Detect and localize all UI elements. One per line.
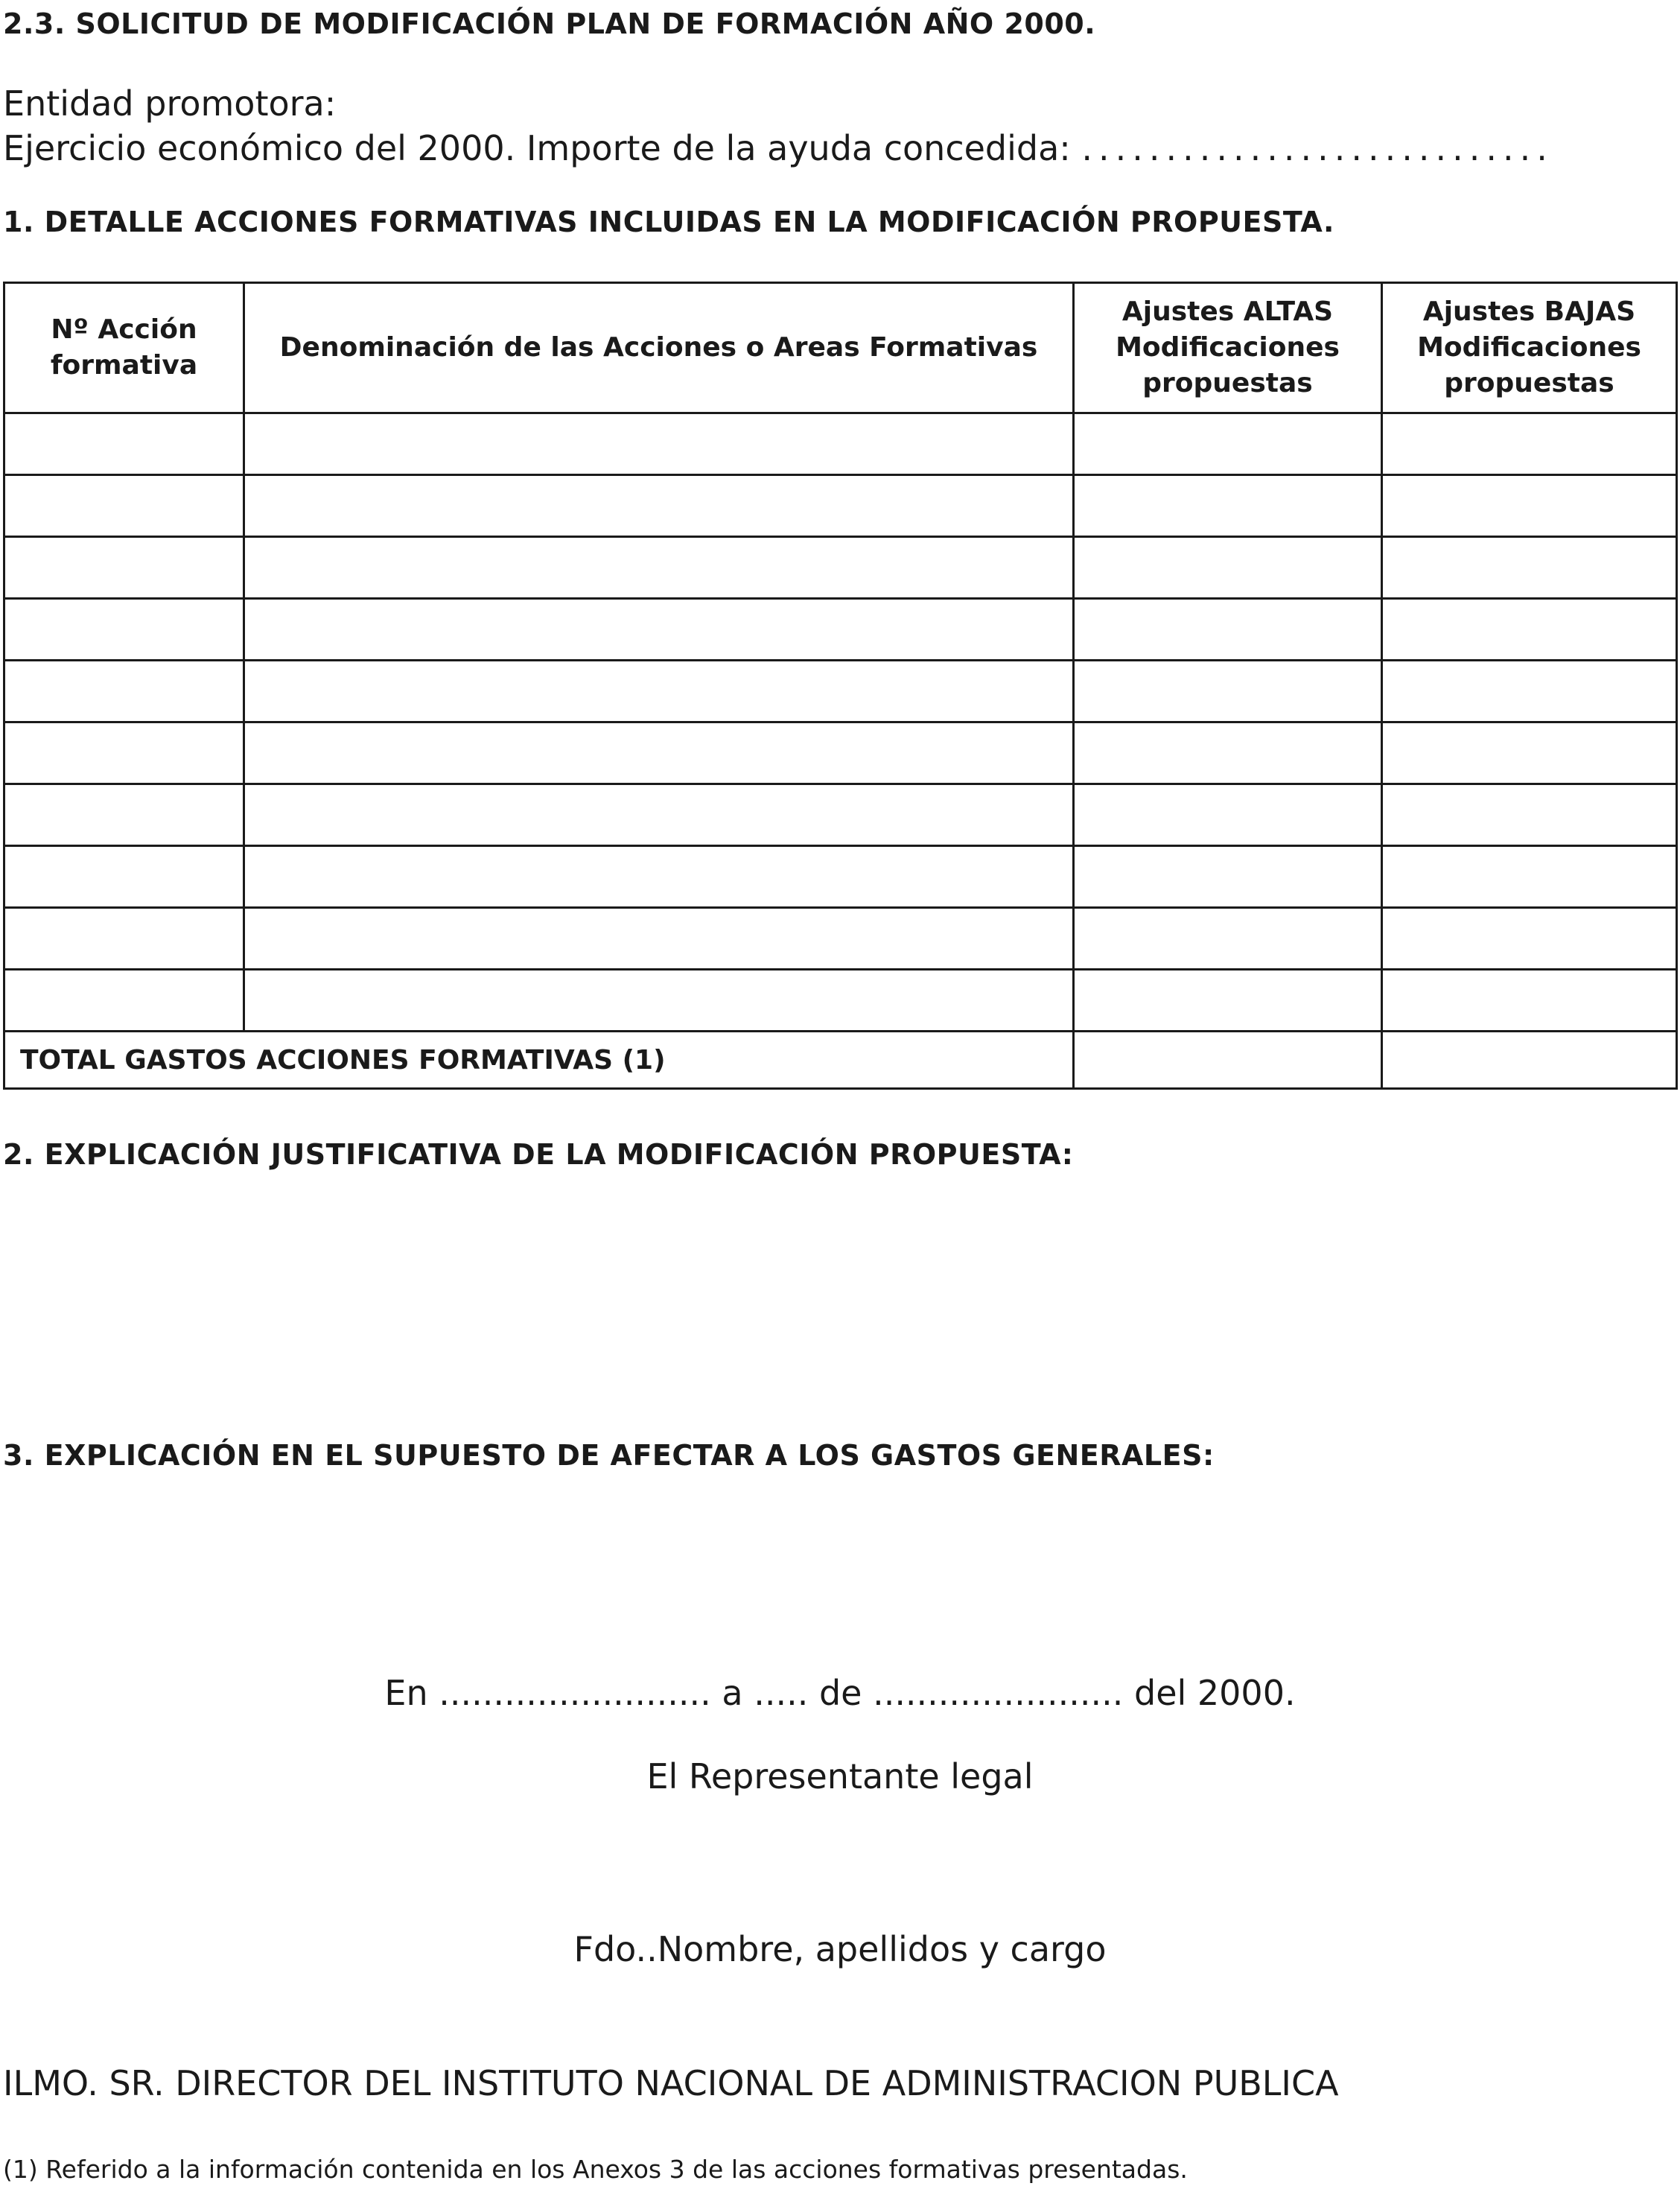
place-date-line: En ......................... a ..... de ....................... del 2000.: [384, 1673, 1296, 1713]
fiscal-line-leader: ............................: [1081, 128, 1553, 168]
table-cell[interactable]: [1074, 475, 1382, 537]
actions-table: [3, 282, 1678, 1090]
signer-role: El Representante legal: [646, 1756, 1034, 1797]
table-cell[interactable]: [244, 661, 1074, 722]
table-row: [4, 537, 1677, 599]
table-row: [4, 661, 1677, 722]
table-cell[interactable]: [1382, 537, 1677, 599]
col-header-line: formativa: [50, 350, 198, 381]
table-row: [4, 722, 1677, 784]
col-header-line: Ajustes BAJAS: [1422, 296, 1636, 327]
total-bajas-cell[interactable]: [1382, 1032, 1677, 1089]
col-header-line: Denominación de las Acciones o Areas Formativas: [279, 332, 1038, 363]
fiscal-line-label: Ejercicio económico del 2000. Importe de la ayuda concedida:: [3, 128, 1071, 168]
col-header-line: Modificaciones: [1417, 332, 1641, 363]
table-cell[interactable]: [1382, 846, 1677, 908]
col-header-line: Modificaciones: [1116, 332, 1340, 363]
table-cell[interactable]: [244, 413, 1074, 475]
col-header-line: Nº Acción: [51, 314, 197, 345]
table-cell[interactable]: [4, 413, 244, 475]
table-cell[interactable]: [1382, 599, 1677, 661]
table-cell[interactable]: [244, 475, 1074, 537]
table-row: [4, 908, 1677, 970]
table-cell[interactable]: [4, 846, 244, 908]
table-cell[interactable]: [4, 599, 244, 661]
table-cell[interactable]: [4, 537, 244, 599]
table-cell[interactable]: [244, 908, 1074, 970]
total-label: TOTAL GASTOS ACCIONES FORMATIVAS (1): [4, 1032, 1074, 1089]
col-header-line: propuestas: [1142, 368, 1313, 398]
table-cell[interactable]: [4, 908, 244, 970]
table-cell[interactable]: [1074, 784, 1382, 846]
table-header-row: [4, 283, 1677, 413]
table-cell[interactable]: [1382, 784, 1677, 846]
table-cell[interactable]: [1074, 599, 1382, 661]
col-header-bajas: [1382, 283, 1677, 413]
table-cell[interactable]: [1382, 908, 1677, 970]
col-header-line: Ajustes ALTAS: [1121, 296, 1334, 327]
table-cell[interactable]: [4, 475, 244, 537]
table-cell[interactable]: [244, 537, 1074, 599]
table-cell[interactable]: [1382, 475, 1677, 537]
table-row: [4, 599, 1677, 661]
part1-heading: 1. DETALLE ACCIONES FORMATIVAS INCLUIDAS EN LA MODIFICACIÓN PROPUESTA.: [3, 206, 1334, 238]
table-cell[interactable]: [244, 784, 1074, 846]
entity-label: Entidad promotora:: [3, 83, 337, 124]
table-cell[interactable]: [1074, 413, 1382, 475]
col-header-denomination: [244, 283, 1074, 413]
table-cell[interactable]: [1382, 722, 1677, 784]
table-row: [4, 413, 1677, 475]
table-row: [4, 970, 1677, 1032]
table-cell[interactable]: [4, 970, 244, 1032]
total-row: [4, 1032, 1677, 1089]
table-cell[interactable]: [1074, 846, 1382, 908]
table-row: [4, 846, 1677, 908]
table-cell[interactable]: [1074, 661, 1382, 722]
table-cell[interactable]: [4, 784, 244, 846]
col-header-action-number: [4, 283, 244, 413]
table-cell[interactable]: [4, 661, 244, 722]
table-cell[interactable]: [1382, 661, 1677, 722]
table-cell[interactable]: [1382, 413, 1677, 475]
table-cell[interactable]: [244, 722, 1074, 784]
section-title: 2.3. SOLICITUD DE MODIFICACIÓN PLAN DE FORMACIÓN AÑO 2000.: [3, 7, 1096, 40]
addressee: ILMO. SR. DIRECTOR DEL INSTITUTO NACIONAL DE ADMINISTRACION PUBLICA: [3, 2063, 1339, 2103]
part2-heading: 2. EXPLICACIÓN JUSTIFICATIVA DE LA MODIFICACIÓN PROPUESTA:: [3, 1138, 1074, 1171]
signature-line: Fdo..Nombre, apellidos y cargo: [573, 1929, 1107, 1969]
table-row: [4, 784, 1677, 846]
table-cell[interactable]: [244, 599, 1074, 661]
table-cell[interactable]: [1074, 537, 1382, 599]
part3-heading: 3. EXPLICACIÓN EN EL SUPUESTO DE AFECTAR A LOS GASTOS GENERALES:: [3, 1439, 1215, 1472]
table-cell[interactable]: [1382, 970, 1677, 1032]
table-cell[interactable]: [244, 846, 1074, 908]
fiscal-line: [3, 128, 1553, 168]
total-altas-cell[interactable]: [1074, 1032, 1382, 1089]
footnote: (1) Referido a la información contenida en los Anexos 3 de las acciones formativas presentadas.: [3, 2155, 1188, 2184]
col-header-altas: [1074, 283, 1382, 413]
col-header-line: propuestas: [1444, 368, 1614, 398]
table-cell[interactable]: [244, 970, 1074, 1032]
table-cell[interactable]: [1074, 722, 1382, 784]
table-cell[interactable]: [1074, 970, 1382, 1032]
table-row: [4, 475, 1677, 537]
table-cell[interactable]: [4, 722, 244, 784]
table-cell[interactable]: [1074, 908, 1382, 970]
